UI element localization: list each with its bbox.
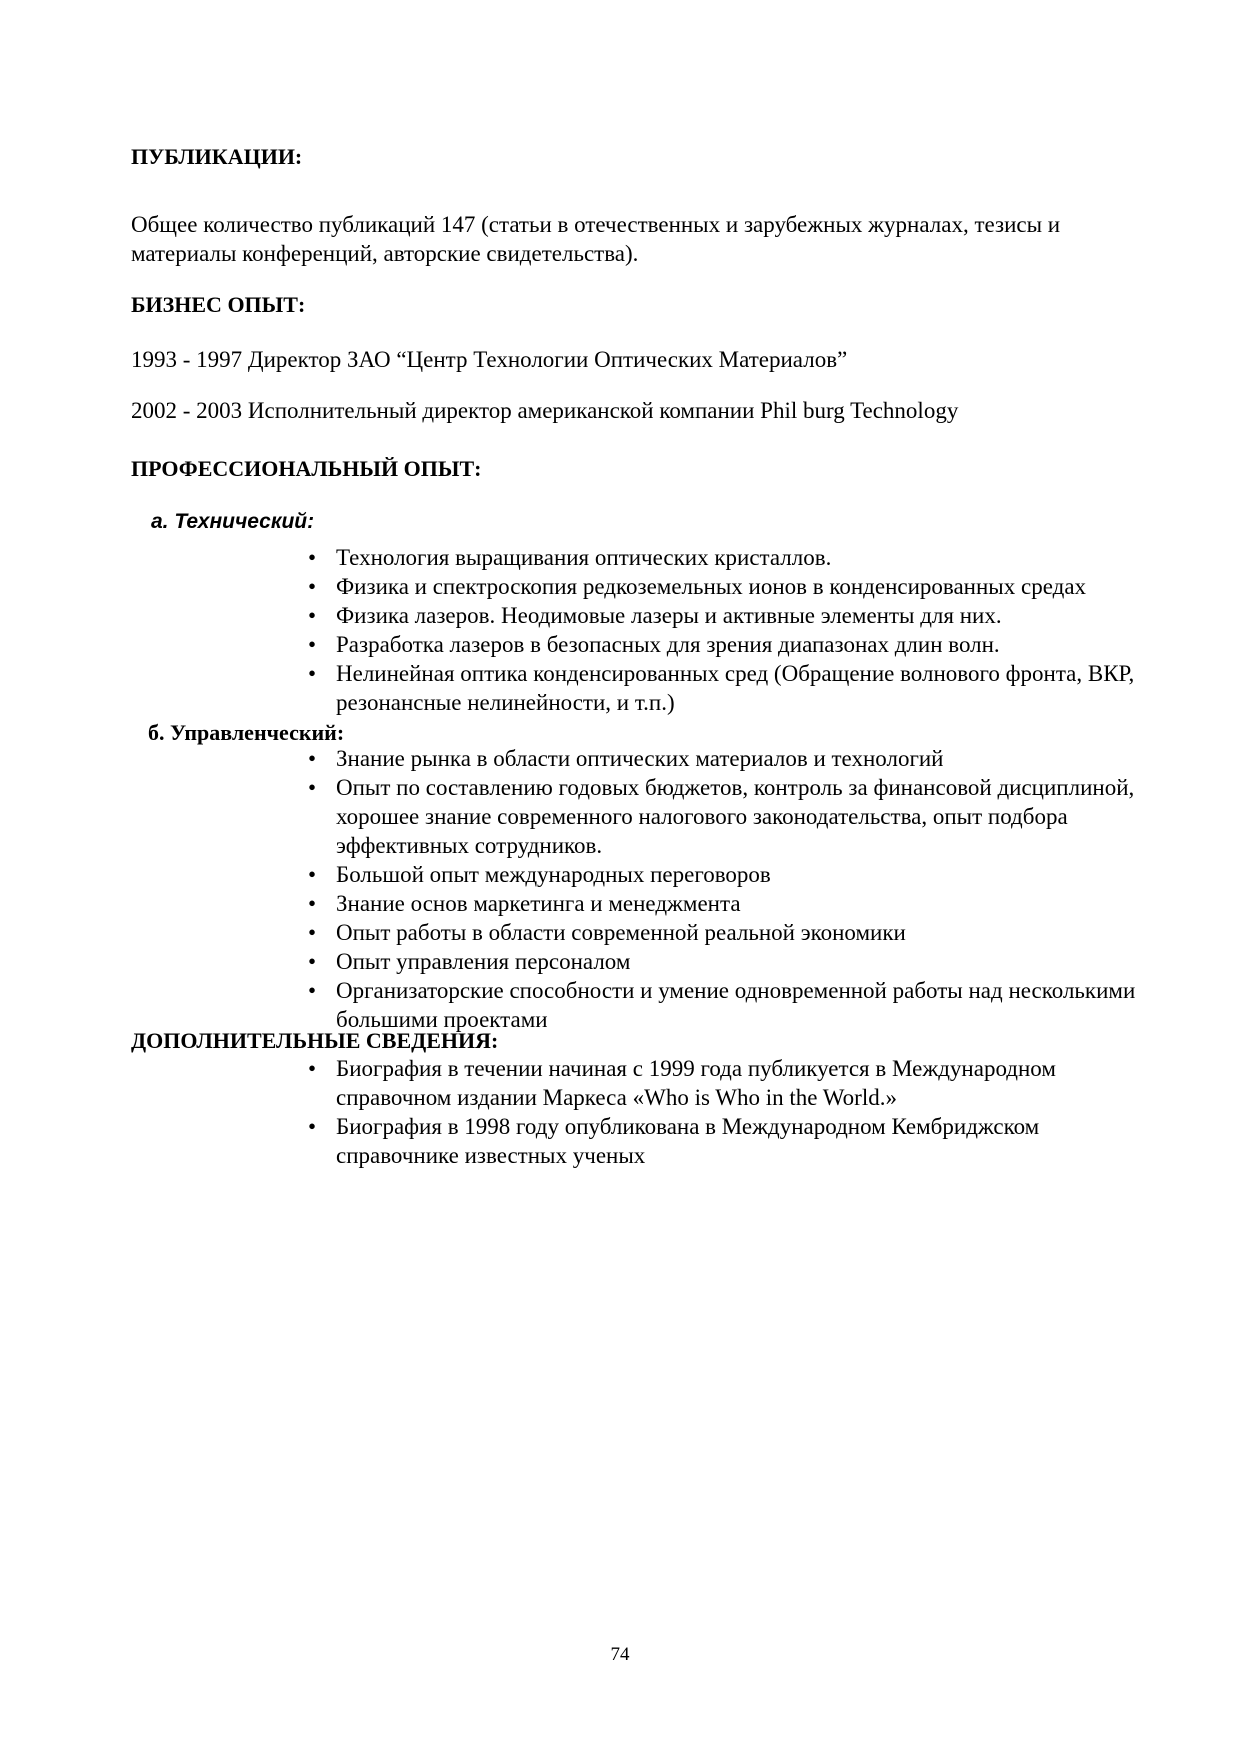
technical-subheading: а. Технический:	[151, 510, 315, 533]
bullet-icon: •	[307, 632, 317, 657]
bullet-icon: •	[307, 949, 317, 974]
bullet-icon: •	[307, 603, 317, 628]
business-entry: 1993 - 1997 Директор ЗАО “Центр Технологии Оптических Материалов”	[131, 347, 848, 372]
management-list	[302, 744, 1142, 1034]
bullet-icon: •	[307, 775, 317, 800]
bullet-icon: •	[307, 574, 317, 599]
business-heading: БИЗНЕС ОПЫТ:	[131, 292, 306, 317]
bullet-icon: •	[307, 862, 317, 887]
list-item-text: Большой опыт международных переговоров	[336, 862, 771, 887]
list-item-text: Разработка лазеров в безопасных для зрения диапазонах длин волн.	[336, 632, 1000, 657]
business-entry: 2002 - 2003 Исполнительный директор американской компании Phil burg Technology	[131, 398, 959, 423]
list-item-text: Опыт управления персоналом	[336, 949, 631, 974]
list-item-text: Опыт по составлению годовых бюджетов, контроль за финансовой дисциплиной, хорошее знание современного налогового законодательства, опыт подбора эффективных сотрудников.	[336, 775, 1135, 858]
list-item-text: Организаторские способности и умение одновременной работы над несколькими большими проектами	[336, 978, 1136, 1032]
list-item-text: Опыт работы в области современной реальной экономики	[336, 920, 906, 945]
list-item-text: Биография в течении начиная с 1999 года публикуется в Международном справочном издании Маркеса «Who is Who in the World.»	[336, 1056, 1056, 1110]
bullet-icon: •	[307, 891, 317, 916]
bullet-icon: •	[307, 1114, 317, 1139]
list-item-text: Технология выращивания оптических кристаллов.	[336, 545, 832, 570]
list-item	[302, 601, 1142, 630]
bullet-icon: •	[307, 661, 317, 686]
list-item-text: Физика и спектроскопия редкоземельных ионов в конденсированных средах	[336, 574, 1087, 599]
list-item	[302, 976, 1142, 1034]
bullet-icon: •	[307, 1056, 317, 1081]
publications-heading: ПУБЛИКАЦИИ:	[131, 144, 303, 169]
list-item-text: Биография в 1998 году опубликована в Международном Кембриджском справочнике известных ученых	[336, 1114, 1040, 1168]
list-item	[302, 630, 1142, 659]
additional-list	[302, 1054, 1142, 1170]
list-item-text: Знание рынка в области оптических материалов и технологий	[336, 746, 944, 771]
list-item	[302, 659, 1142, 717]
list-item	[302, 773, 1142, 860]
list-item-text: Знание основ маркетинга и менеджмента	[336, 891, 741, 916]
bullet-icon: •	[307, 545, 317, 570]
additional-heading: ДОПОЛНИТЕЛЬНЫЕ СВЕДЕНИЯ:	[131, 1028, 499, 1053]
list-item-text: Физика лазеров. Неодимовые лазеры и активные элементы для них.	[336, 603, 1002, 628]
list-item	[302, 1054, 1142, 1112]
bullet-icon: •	[307, 746, 317, 771]
professional-heading: ПРОФЕССИОНАЛЬНЫЙ ОПЫТ:	[131, 456, 482, 481]
management-subheading: б. Управленческий:	[148, 720, 345, 745]
bullet-icon: •	[307, 978, 317, 1003]
list-item	[302, 918, 1142, 947]
list-item	[302, 947, 1142, 976]
technical-list	[302, 543, 1142, 717]
list-item	[302, 543, 1142, 572]
bullet-icon: •	[307, 920, 317, 945]
list-item	[302, 860, 1142, 889]
list-item	[302, 572, 1142, 601]
page-number: 74	[610, 1644, 630, 1665]
list-item	[302, 1112, 1142, 1170]
list-item	[302, 744, 1142, 773]
list-item	[302, 889, 1142, 918]
list-item-text: Нелинейная оптика конденсированных сред (Обращение волнового фронта, ВКР, резонансные нелинейности, и т.п.)	[336, 661, 1135, 715]
publications-text: Общее количество публикаций 147 (статьи в отечественных и зарубежных журналах, тезисы и материалы конференций, авторские свидетельства).	[131, 212, 1061, 266]
